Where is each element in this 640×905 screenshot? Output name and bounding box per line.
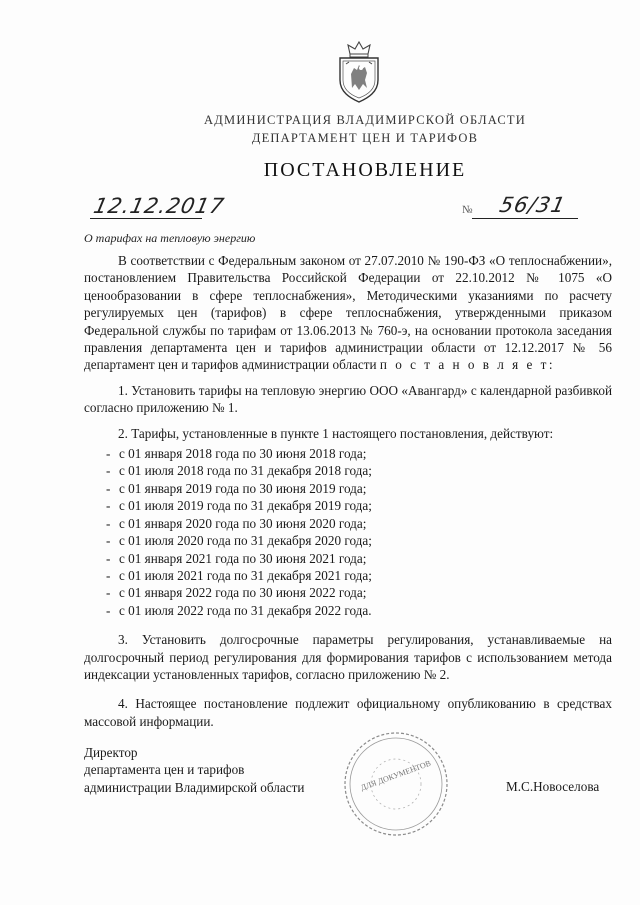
organization-name: АДМИНИСТРАЦИЯ ВЛАДИМИРСКОЙ ОБЛАСТИ — [204, 113, 526, 127]
preamble-text: В соответствии с Федеральным законом от 27.07.2010 № 190-ФЗ «О теплоснабжении», постановлением Правительства Российской Федерации от 22.10.2012 № 1075 «О ценообразовании в сфере теплоснабжения», Методическими указаниями по расчету регулируемых цен (тарифов) в сфере теплоснабжения, утвержденными приказом Федеральной службы по тарифам от 13.06.2013 № 760-э, на основании протокола заседания правления департамента цен и тарифов администрации области от 12.12.2017 № 56 департамент цен и тарифов администрации области — [84, 253, 612, 373]
item-3: 3. Установить долгосрочные параметры регулирования, устанавливаемые на долгосрочный период регулирования для формирования тарифов с использованием метода индексации установленных тарифов, согласно приложению № 2. — [84, 632, 612, 682]
item-1: 1. Установить тарифы на тепловую энергию ООО «Авангард» с календарной разбивкой согласно приложению № 1. — [84, 382, 612, 416]
list-item: - с 01 января 2019 года по 30 июня 2019 года; — [106, 480, 367, 496]
list-item: - с 01 июля 2019 года по 31 декабря 2019 года; — [106, 498, 372, 514]
coat-of-arms-icon — [334, 40, 384, 104]
signatory-name: М.С.Новоселова — [506, 779, 600, 794]
stamp-text: ДЛЯ ДОКУМЕНТОВ — [359, 758, 433, 793]
document-title: ПОСТАНОВЛЕНИЕ — [263, 159, 467, 181]
signatory-title-line: департамента цен и тарифов — [84, 762, 245, 778]
list-item: - с 01 января 2020 года по 30 июня 2020 года; — [106, 515, 367, 531]
document-body — [84, 252, 612, 730]
item-4: 4. Настоящее постановление подлежит официальному опубликованию в средствах массовой информации. — [84, 696, 612, 729]
list-item: - с 01 января 2018 года по 30 июня 2018 года; — [106, 446, 367, 462]
list-item: - с 01 июля 2020 года по 31 декабря 2020 года; — [106, 533, 372, 549]
signatory-title-line: администрации Владимирской области — [84, 779, 305, 795]
list-item: - с 01 января 2022 года по 30 июня 2022 года; — [106, 585, 367, 601]
number-underline — [472, 218, 578, 219]
resolves-word: п о с т а н о в л я е т: — [379, 357, 556, 373]
list-item: - с 01 июля 2022 года по 31 декабря 2022 года. — [106, 602, 372, 618]
date-underline — [90, 218, 202, 219]
signatory-title — [84, 744, 304, 796]
document-subject: О тарифах на тепловую энергию — [84, 231, 256, 245]
signatory-title-line: Директор — [84, 745, 138, 760]
document-date: 12.12.2017 — [91, 194, 227, 218]
department-name: ДЕПАРТАМЕНТ ЦЕН И ТАРИФОВ — [251, 131, 479, 145]
list-item: - с 01 июля 2018 года по 31 декабря 2018 года; — [106, 463, 372, 479]
item-2: 2. Тарифы, установленные в пункте 1 настоящего постановления, действуют: — [118, 425, 554, 441]
list-item: - с 01 января 2021 года по 30 июня 2021 года; — [106, 550, 367, 566]
number-sign: № — [462, 204, 473, 216]
list-item: - с 01 июля 2021 года по 31 декабря 2021 года; — [106, 567, 372, 583]
document-number: 56/31 — [497, 193, 569, 217]
period-list — [84, 445, 612, 619]
preamble-paragraph — [84, 252, 612, 374]
